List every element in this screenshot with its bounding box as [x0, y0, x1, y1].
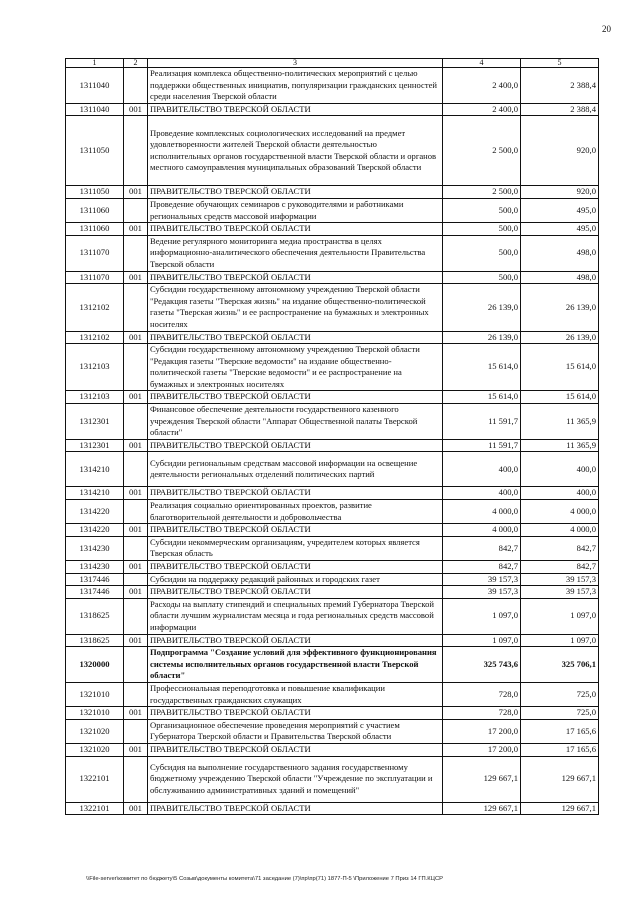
- actual-amount-cell: 325 706,1: [521, 647, 599, 683]
- code-cell: 1312301: [66, 404, 124, 440]
- table-header-row: [66, 59, 599, 68]
- description-cell: Подпрограмма "Создание условий для эффективного функционирования системы исполнительных органов государственной власти Тверской области": [148, 647, 443, 683]
- header-cell: 5: [521, 59, 599, 68]
- planned-amount-cell: 39 157,3: [443, 573, 521, 586]
- sub-cell: [124, 116, 148, 186]
- actual-amount-cell: 920,0: [521, 186, 599, 199]
- code-cell: 1311040: [66, 103, 124, 116]
- planned-amount-cell: 129 667,1: [443, 802, 521, 815]
- sub-cell: [124, 500, 148, 524]
- code-cell: 1311060: [66, 223, 124, 236]
- planned-amount-cell: 500,0: [443, 235, 521, 271]
- code-cell: 1312103: [66, 344, 124, 391]
- sub-cell: 001: [124, 561, 148, 574]
- code-cell: 1312102: [66, 331, 124, 344]
- description-cell: ПРАВИТЕЛЬСТВО ТВЕРСКОЙ ОБЛАСТИ: [148, 186, 443, 199]
- description-cell: Проведение обучающих семинаров с руководителями и работниками региональных средств массовой информации: [148, 198, 443, 222]
- description-cell: ПРАВИТЕЛЬСТВО ТВЕРСКОЙ ОБЛАСТИ: [148, 487, 443, 500]
- actual-amount-cell: 17 165,6: [521, 743, 599, 756]
- description-cell: ПРАВИТЕЛЬСТВО ТВЕРСКОЙ ОБЛАСТИ: [148, 707, 443, 720]
- planned-amount-cell: 26 139,0: [443, 331, 521, 344]
- actual-amount-cell: 498,0: [521, 235, 599, 271]
- code-cell: 1312102: [66, 284, 124, 331]
- description-cell: ПРАВИТЕЛЬСТВО ТВЕРСКОЙ ОБЛАСТИ: [148, 524, 443, 537]
- table-row-agency: [66, 707, 599, 720]
- planned-amount-cell: 2 500,0: [443, 116, 521, 186]
- actual-amount-cell: 2 388,4: [521, 103, 599, 116]
- budget-table: [65, 58, 599, 815]
- sub-cell: [124, 647, 148, 683]
- code-cell: 1311070: [66, 235, 124, 271]
- table-row-item: [66, 68, 599, 104]
- planned-amount-cell: 2 400,0: [443, 68, 521, 104]
- actual-amount-cell: 26 139,0: [521, 331, 599, 344]
- sub-cell: [124, 404, 148, 440]
- description-cell: ПРАВИТЕЛЬСТВО ТВЕРСКОЙ ОБЛАСТИ: [148, 271, 443, 284]
- planned-amount-cell: 4 000,0: [443, 500, 521, 524]
- description-cell: Расходы на выплату стипендий и специальных премий Губернатора Тверской области лучшим журналистам месяца и года региональных средств массовой информации: [148, 598, 443, 634]
- table-row-item: [66, 284, 599, 331]
- planned-amount-cell: 728,0: [443, 682, 521, 706]
- sub-cell: 001: [124, 391, 148, 404]
- header-cell: 4: [443, 59, 521, 68]
- code-cell: 1318625: [66, 634, 124, 647]
- planned-amount-cell: 17 200,0: [443, 743, 521, 756]
- sub-cell: [124, 536, 148, 560]
- description-cell: ПРАВИТЕЛЬСТВО ТВЕРСКОЙ ОБЛАСТИ: [148, 634, 443, 647]
- sub-cell: 001: [124, 331, 148, 344]
- sub-cell: [124, 235, 148, 271]
- code-cell: 1317446: [66, 573, 124, 586]
- description-cell: ПРАВИТЕЛЬСТВО ТВЕРСКОЙ ОБЛАСТИ: [148, 586, 443, 599]
- sub-cell: 001: [124, 186, 148, 199]
- actual-amount-cell: 4 000,0: [521, 500, 599, 524]
- description-cell: Профессиональная переподготовка и повышение квалификации государственных гражданских служащих: [148, 682, 443, 706]
- sub-cell: 001: [124, 487, 148, 500]
- planned-amount-cell: 17 200,0: [443, 719, 521, 743]
- table-row-item: [66, 756, 599, 802]
- description-cell: Субсидии на поддержку редакций районных и городских газет: [148, 573, 443, 586]
- description-cell: ПРАВИТЕЛЬСТВО ТВЕРСКОЙ ОБЛАСТИ: [148, 331, 443, 344]
- description-cell: Финансовое обеспечение деятельности государственного казенного учреждения Тверской области "Аппарат Общественной палаты Тверской области": [148, 404, 443, 440]
- planned-amount-cell: 400,0: [443, 487, 521, 500]
- sub-cell: 001: [124, 634, 148, 647]
- code-cell: 1318625: [66, 598, 124, 634]
- actual-amount-cell: 400,0: [521, 452, 599, 487]
- actual-amount-cell: 725,0: [521, 707, 599, 720]
- table-row-item: [66, 198, 599, 222]
- sub-cell: 001: [124, 223, 148, 236]
- actual-amount-cell: 129 667,1: [521, 802, 599, 815]
- description-cell: Реализация социально ориентированных проектов, развитие благотворительной деятельности и добровольчества: [148, 500, 443, 524]
- description-cell: ПРАВИТЕЛЬСТВО ТВЕРСКОЙ ОБЛАСТИ: [148, 561, 443, 574]
- description-cell: Организационное обеспечение проведения мероприятий с участием Губернатора Тверской области и Правительства Тверской области: [148, 719, 443, 743]
- table-row-agency: [66, 586, 599, 599]
- code-cell: 1311060: [66, 198, 124, 222]
- header-cell: 3: [148, 59, 443, 68]
- actual-amount-cell: 11 365,9: [521, 439, 599, 452]
- planned-amount-cell: 842,7: [443, 561, 521, 574]
- actual-amount-cell: 920,0: [521, 116, 599, 186]
- table-row-item: [66, 235, 599, 271]
- code-cell: 1312301: [66, 439, 124, 452]
- table-row-agency: [66, 743, 599, 756]
- planned-amount-cell: 11 591,7: [443, 439, 521, 452]
- actual-amount-cell: 39 157,3: [521, 573, 599, 586]
- code-cell: 1314220: [66, 500, 124, 524]
- planned-amount-cell: 400,0: [443, 452, 521, 487]
- actual-amount-cell: 2 388,4: [521, 68, 599, 104]
- table-row-item: [66, 536, 599, 560]
- sub-cell: [124, 719, 148, 743]
- actual-amount-cell: 495,0: [521, 198, 599, 222]
- planned-amount-cell: 129 667,1: [443, 756, 521, 802]
- planned-amount-cell: 325 743,6: [443, 647, 521, 683]
- description-cell: ПРАВИТЕЛЬСТВО ТВЕРСКОЙ ОБЛАСТИ: [148, 103, 443, 116]
- planned-amount-cell: 2 400,0: [443, 103, 521, 116]
- sub-cell: [124, 573, 148, 586]
- table-row-item: [66, 573, 599, 586]
- table-row-agency: [66, 186, 599, 199]
- table-row-agency: [66, 223, 599, 236]
- planned-amount-cell: 1 097,0: [443, 634, 521, 647]
- code-cell: 1311050: [66, 186, 124, 199]
- sub-cell: [124, 198, 148, 222]
- table-row-agency: [66, 524, 599, 537]
- sub-cell: [124, 756, 148, 802]
- actual-amount-cell: 400,0: [521, 487, 599, 500]
- table-row-agency: [66, 391, 599, 404]
- description-cell: Реализация комплекса общественно-политических мероприятий с целью поддержки общественных инициатив, популяризации гражданских ценностей среди населения Тверской области: [148, 68, 443, 104]
- sub-cell: [124, 344, 148, 391]
- table-row-item: [66, 344, 599, 391]
- description-cell: ПРАВИТЕЛЬСТВО ТВЕРСКОЙ ОБЛАСТИ: [148, 802, 443, 815]
- planned-amount-cell: 1 097,0: [443, 598, 521, 634]
- description-cell: ПРАВИТЕЛЬСТВО ТВЕРСКОЙ ОБЛАСТИ: [148, 743, 443, 756]
- table-row-agency: [66, 802, 599, 815]
- table-row-item: [66, 452, 599, 487]
- actual-amount-cell: 1 097,0: [521, 634, 599, 647]
- actual-amount-cell: 129 667,1: [521, 756, 599, 802]
- description-cell: ПРАВИТЕЛЬСТВО ТВЕРСКОЙ ОБЛАСТИ: [148, 439, 443, 452]
- actual-amount-cell: 842,7: [521, 536, 599, 560]
- code-cell: 1320000: [66, 647, 124, 683]
- code-cell: 1314210: [66, 487, 124, 500]
- actual-amount-cell: 725,0: [521, 682, 599, 706]
- code-cell: 1321010: [66, 707, 124, 720]
- table-row-item: [66, 598, 599, 634]
- planned-amount-cell: 500,0: [443, 198, 521, 222]
- code-cell: 1314210: [66, 452, 124, 487]
- sub-cell: 001: [124, 103, 148, 116]
- table-row-item: [66, 116, 599, 186]
- code-cell: 1311040: [66, 68, 124, 104]
- actual-amount-cell: 39 157,3: [521, 586, 599, 599]
- sub-cell: 001: [124, 802, 148, 815]
- sub-cell: 001: [124, 743, 148, 756]
- code-cell: 1314230: [66, 536, 124, 560]
- sub-cell: 001: [124, 707, 148, 720]
- sub-cell: [124, 284, 148, 331]
- description-cell: Субсидии государственному автономному учреждению Тверской области "Редакция газеты "Тверская жизнь" на издание общественно-политической газеты "Тверская жизнь" и ее распространение на бумажных и электронных носителях: [148, 284, 443, 331]
- sub-cell: [124, 682, 148, 706]
- sub-cell: [124, 68, 148, 104]
- planned-amount-cell: 15 614,0: [443, 391, 521, 404]
- table-row-agency: [66, 103, 599, 116]
- code-cell: 1314220: [66, 524, 124, 537]
- description-cell: Проведение комплексных социологических исследований на предмет удовлетворенности жителей Тверской области деятельностью исполнительных органов государственной власти Тверской области и органов местного самоуправления муниципальных образований Тверской области: [148, 116, 443, 186]
- table-row-agency: [66, 439, 599, 452]
- sub-cell: [124, 452, 148, 487]
- description-cell: Субсидии некоммерческим организациям, учредителем которых является Тверская область: [148, 536, 443, 560]
- table-row-item: [66, 719, 599, 743]
- actual-amount-cell: 15 614,0: [521, 391, 599, 404]
- actual-amount-cell: 15 614,0: [521, 344, 599, 391]
- table-row-item: [66, 404, 599, 440]
- code-cell: 1314230: [66, 561, 124, 574]
- table-row-agency: [66, 561, 599, 574]
- table-row-agency: [66, 271, 599, 284]
- description-cell: Субсидии региональным средствам массовой информации на освещение деятельности региональных отделений политических партий: [148, 452, 443, 487]
- code-cell: 1317446: [66, 586, 124, 599]
- page-number: 20: [602, 24, 611, 34]
- actual-amount-cell: 4 000,0: [521, 524, 599, 537]
- sub-cell: 001: [124, 524, 148, 537]
- code-cell: 1321020: [66, 743, 124, 756]
- table-row-agency: [66, 487, 599, 500]
- table-row-item: [66, 682, 599, 706]
- header-cell: 1: [66, 59, 124, 68]
- table-row-item: [66, 500, 599, 524]
- code-cell: 1312103: [66, 391, 124, 404]
- code-cell: 1322101: [66, 802, 124, 815]
- actual-amount-cell: 17 165,6: [521, 719, 599, 743]
- code-cell: 1311050: [66, 116, 124, 186]
- description-cell: ПРАВИТЕЛЬСТВО ТВЕРСКОЙ ОБЛАСТИ: [148, 223, 443, 236]
- planned-amount-cell: 26 139,0: [443, 284, 521, 331]
- sub-cell: [124, 598, 148, 634]
- planned-amount-cell: 842,7: [443, 536, 521, 560]
- planned-amount-cell: 500,0: [443, 223, 521, 236]
- code-cell: 1321020: [66, 719, 124, 743]
- actual-amount-cell: 26 139,0: [521, 284, 599, 331]
- planned-amount-cell: 728,0: [443, 707, 521, 720]
- planned-amount-cell: 11 591,7: [443, 404, 521, 440]
- header-cell: 2: [124, 59, 148, 68]
- description-cell: ПРАВИТЕЛЬСТВО ТВЕРСКОЙ ОБЛАСТИ: [148, 391, 443, 404]
- table-row-agency: [66, 634, 599, 647]
- planned-amount-cell: 39 157,3: [443, 586, 521, 599]
- planned-amount-cell: 4 000,0: [443, 524, 521, 537]
- code-cell: 1311070: [66, 271, 124, 284]
- table-row-item: [66, 647, 599, 683]
- planned-amount-cell: 15 614,0: [443, 344, 521, 391]
- actual-amount-cell: 1 097,0: [521, 598, 599, 634]
- actual-amount-cell: 495,0: [521, 223, 599, 236]
- code-cell: 1322101: [66, 756, 124, 802]
- code-cell: 1321010: [66, 682, 124, 706]
- table-row-agency: [66, 331, 599, 344]
- sub-cell: 001: [124, 586, 148, 599]
- planned-amount-cell: 2 500,0: [443, 186, 521, 199]
- description-cell: Субсидия на выполнение государственного задания государственному бюджетному учреждению Тверской области "Учреждение по эксплуатации и обслуживанию административных зданий и помещений": [148, 756, 443, 802]
- sub-cell: 001: [124, 439, 148, 452]
- actual-amount-cell: 498,0: [521, 271, 599, 284]
- actual-amount-cell: 11 365,9: [521, 404, 599, 440]
- description-cell: Субсидии государственному автономному учреждению Тверской области "Редакция газеты "Тверские ведомости" на издание общественно-политической газеты "Тверские ведомости" и ее распространение на бумажных и электронных носителях: [148, 344, 443, 391]
- file-path-footer: \\File-server\комитет по бюджету\5 Созыв\документы комитета\71 заседание (7)\пр\пр(71) 1877-П-5 \Приложение 7 Приз 14 ГП.КЦСР: [86, 876, 444, 882]
- sub-cell: 001: [124, 271, 148, 284]
- planned-amount-cell: 500,0: [443, 271, 521, 284]
- description-cell: Ведение регулярного мониторинга медиа пространства в целях информационно-аналитического обеспечения деятельности Правительства Тверской области: [148, 235, 443, 271]
- actual-amount-cell: 842,7: [521, 561, 599, 574]
